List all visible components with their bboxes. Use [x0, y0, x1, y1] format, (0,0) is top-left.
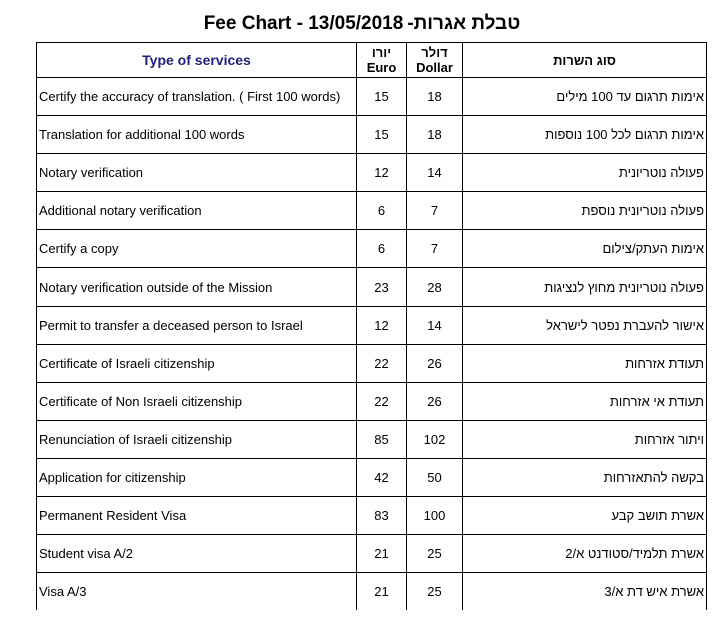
euro-cell: 42 [357, 458, 407, 496]
service-he-cell: תעודת אי אזרחות [463, 382, 707, 420]
header-euro [357, 43, 407, 78]
euro-cell: 12 [357, 154, 407, 192]
dollar-cell: 7 [407, 192, 463, 230]
euro-cell: 15 [357, 78, 407, 116]
service-en-cell: Certificate of Israeli citizenship [37, 344, 357, 382]
service-he-cell: אשרת תלמיד/סטודנט א/2 [463, 535, 707, 573]
service-he-cell: בקשה להתאזרחות [463, 458, 707, 496]
table-row [37, 573, 707, 611]
title-english: Fee Chart - 13/05/2018 [203, 13, 404, 34]
euro-cell: 23 [357, 268, 407, 306]
euro-cell: 6 [357, 192, 407, 230]
title-hebrew: טבלת אגרות- [407, 13, 521, 34]
dollar-cell: 18 [407, 78, 463, 116]
page-title [0, 12, 724, 36]
header-dollar-en: Dollar [416, 60, 453, 75]
service-he-cell: אימות תרגום עד 100 מילים [463, 78, 707, 116]
dollar-cell: 18 [407, 116, 463, 154]
service-he-cell: אשרת איש דת א/3 [463, 573, 707, 611]
table-row [37, 230, 707, 268]
header-type-of-services: Type of services [37, 43, 357, 78]
service-en-cell: Certify a copy [37, 230, 357, 268]
table-row [37, 497, 707, 535]
table-row [37, 78, 707, 116]
dollar-cell: 26 [407, 382, 463, 420]
dollar-cell: 100 [407, 497, 463, 535]
service-en-cell: Notary verification [37, 154, 357, 192]
dollar-cell: 26 [407, 344, 463, 382]
table-row [37, 344, 707, 382]
service-en-cell: Translation for additional 100 words [37, 116, 357, 154]
service-en-cell: Certify the accuracy of translation. ( First 100 words) [37, 78, 357, 116]
dollar-cell: 25 [407, 573, 463, 611]
service-en-cell: Visa A/3 [37, 573, 357, 611]
service-he-cell: אשרת תושב קבע [463, 497, 707, 535]
header-dollar-he: דולר [421, 45, 448, 60]
header-euro-en: Euro [366, 60, 397, 75]
dollar-cell: 28 [407, 268, 463, 306]
table-row [37, 458, 707, 496]
euro-cell: 21 [357, 573, 407, 611]
service-he-cell: פעולה נוטריונית נוספת [463, 192, 707, 230]
dollar-cell: 102 [407, 420, 463, 458]
header-euro-he: יורו [371, 45, 392, 60]
euro-cell: 85 [357, 420, 407, 458]
fee-table [36, 42, 707, 610]
dollar-cell: 25 [407, 535, 463, 573]
table-row [37, 420, 707, 458]
service-he-cell: תעודת אזרחות [463, 344, 707, 382]
dollar-cell: 7 [407, 230, 463, 268]
service-he-cell: אישור להעברת נפטר לישראל [463, 306, 707, 344]
header-service-type-he: סוג השרות [463, 43, 707, 78]
service-he-cell: ויתור אזרחות [463, 420, 707, 458]
euro-cell: 6 [357, 230, 407, 268]
dollar-cell: 50 [407, 458, 463, 496]
euro-cell: 15 [357, 116, 407, 154]
table-row [37, 154, 707, 192]
service-he-cell: פעולה נוטריונית מחוץ לנציגות [463, 268, 707, 306]
service-he-cell: אימות תרגום לכל 100 נוספות [463, 116, 707, 154]
service-en-cell: Additional notary verification [37, 192, 357, 230]
service-en-cell: Renunciation of Israeli citizenship [37, 420, 357, 458]
service-he-cell: פעולה נוטריונית [463, 154, 707, 192]
dollar-cell: 14 [407, 154, 463, 192]
service-en-cell: Application for citizenship [37, 458, 357, 496]
service-en-cell: Certificate of Non Israeli citizenship [37, 382, 357, 420]
service-en-cell: Permit to transfer a deceased person to Israel [37, 306, 357, 344]
table-row [37, 306, 707, 344]
service-he-cell: אימות העתק/צילום [463, 230, 707, 268]
dollar-cell: 14 [407, 306, 463, 344]
table-row [37, 535, 707, 573]
service-en-cell: Notary verification outside of the Mission [37, 268, 357, 306]
euro-cell: 22 [357, 344, 407, 382]
euro-cell: 12 [357, 306, 407, 344]
euro-cell: 21 [357, 535, 407, 573]
service-en-cell: Student visa A/2 [37, 535, 357, 573]
header-row [37, 43, 707, 78]
service-en-cell: Permanent Resident Visa [37, 497, 357, 535]
header-dollar [407, 43, 463, 78]
table-row [37, 268, 707, 306]
euro-cell: 83 [357, 497, 407, 535]
euro-cell: 22 [357, 382, 407, 420]
table-row [37, 116, 707, 154]
table-row [37, 382, 707, 420]
table-row [37, 192, 707, 230]
